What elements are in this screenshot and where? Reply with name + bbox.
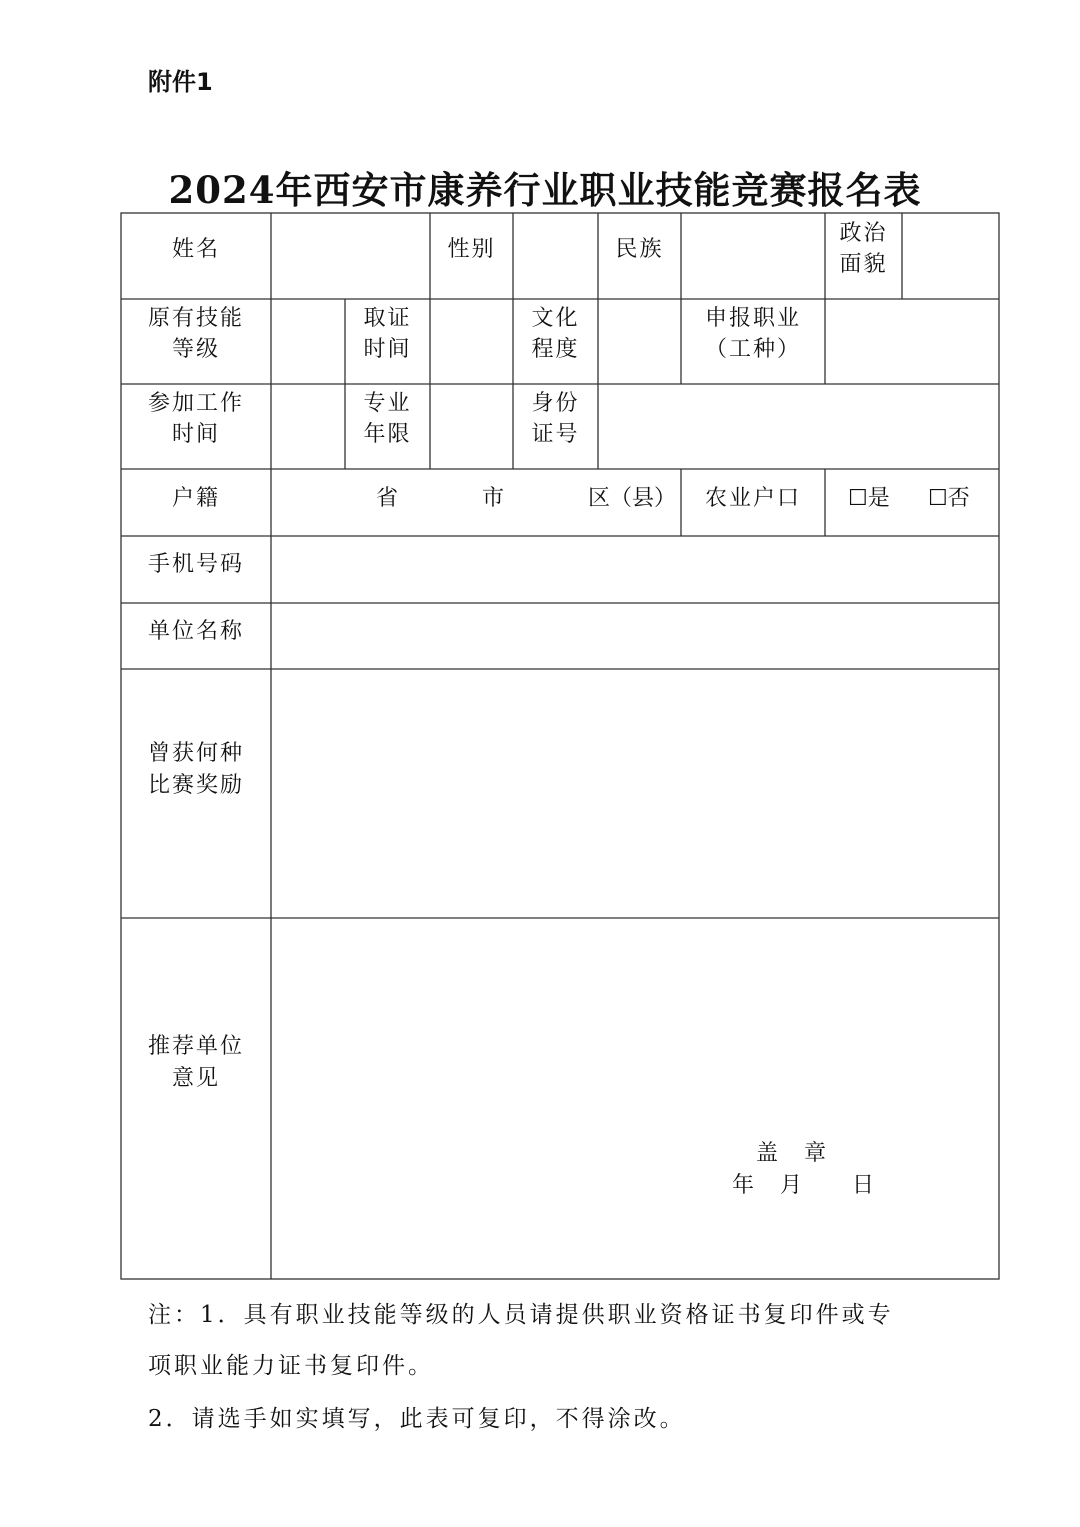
hukou-label: 户籍 [171, 486, 220, 511]
political-field[interactable] [902, 213, 999, 299]
awards-label-line2: 比赛奖励 [147, 773, 244, 798]
work-start-label-line2: 时间 [171, 422, 220, 447]
id-label-line1: 身份 [531, 391, 580, 416]
note-2: 2．请选手如实填写，此表可复印，不得涂改。 [148, 1406, 686, 1432]
years-label-line2: 年限 [363, 422, 412, 447]
political-label-line2: 面貌 [839, 252, 888, 277]
district-text: 区（县） [588, 486, 677, 511]
employer-label: 单位名称 [147, 619, 244, 644]
recommend-label-line1: 推荐单位 [147, 1034, 244, 1059]
education-field[interactable] [598, 299, 681, 384]
years-label-line1: 专业 [363, 391, 412, 416]
occupation-label-line2: （工种） [704, 337, 801, 362]
id-number-field[interactable] [598, 384, 999, 469]
awards-label-line1: 曾获何种 [147, 741, 244, 766]
agri-no-checkbox[interactable]: ☐否 [928, 486, 970, 511]
gender-label: 性别 [447, 237, 496, 262]
skill-level-label-line1: 原有技能 [147, 306, 244, 331]
skill-level-field[interactable] [271, 299, 345, 384]
ethnicity-field[interactable] [681, 213, 825, 299]
agri-yes-checkbox[interactable]: ☐是 [848, 486, 890, 511]
phone-label: 手机号码 [147, 552, 244, 577]
gender-field[interactable] [513, 213, 598, 299]
province-text: 省 [375, 486, 400, 511]
skill-level-label-line2: 等级 [171, 337, 220, 362]
recommend-label-line2: 意见 [171, 1066, 220, 1091]
name-field[interactable] [271, 213, 430, 299]
education-label-line2: 程度 [531, 337, 580, 362]
work-start-field[interactable] [271, 384, 345, 469]
form-title: 2024年西安市康养行业职业技能竞赛报名表 [168, 168, 922, 212]
employer-field[interactable] [271, 603, 999, 669]
date-text: 年 月 日 [732, 1173, 877, 1198]
cert-time-field[interactable] [430, 299, 513, 384]
cert-time-label-line2: 时间 [363, 337, 412, 362]
years-field[interactable] [430, 384, 513, 469]
agri-hukou-label: 农业户口 [704, 486, 801, 511]
note-1-line-2: 项职业能力证书复印件。 [148, 1353, 434, 1379]
note-1-line-1: 注：1．具有职业技能等级的人员请提供职业资格证书复印件或专 [148, 1302, 894, 1328]
seal-text: 盖 章 [756, 1141, 829, 1166]
city-text: 市 [481, 486, 506, 511]
recommend-field[interactable] [271, 918, 999, 1279]
awards-field[interactable] [271, 669, 999, 918]
cert-time-label-line1: 取证 [363, 306, 412, 331]
name-label: 姓名 [171, 237, 220, 262]
attachment-label: 附件1 [148, 68, 213, 96]
occupation-label-line1: 申报职业 [704, 306, 801, 331]
phone-field[interactable] [271, 536, 999, 603]
political-label-line1: 政治 [839, 221, 888, 246]
ethnicity-label: 民族 [615, 237, 664, 262]
work-start-label-line1: 参加工作 [147, 391, 244, 416]
education-label-line1: 文化 [531, 306, 580, 331]
id-label-line2: 证号 [531, 422, 580, 447]
occupation-field[interactable] [825, 299, 999, 384]
